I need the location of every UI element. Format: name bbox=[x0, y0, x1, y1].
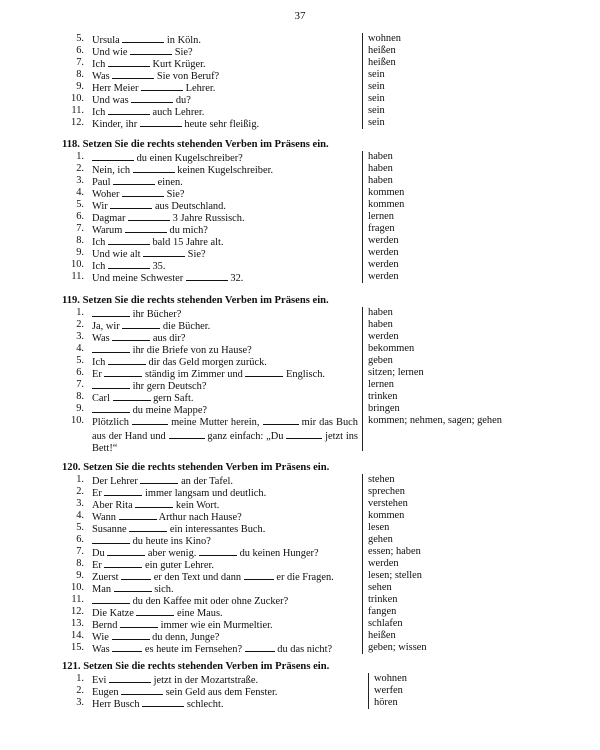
item-number: 10. bbox=[71, 582, 84, 593]
exercise-row bbox=[62, 415, 542, 454]
verb-hint: haben bbox=[368, 175, 393, 186]
verb-hint: trinken bbox=[368, 391, 398, 402]
item-number: 9. bbox=[76, 403, 84, 414]
item-number: 13. bbox=[71, 618, 84, 629]
answer-blank[interactable] bbox=[130, 45, 172, 55]
exercise-119 bbox=[62, 294, 542, 454]
sentence: Er ein guter Lehrer. bbox=[92, 560, 214, 571]
answer-blank[interactable] bbox=[245, 642, 275, 652]
exercise-row bbox=[62, 235, 542, 247]
exercise-121 bbox=[62, 660, 542, 709]
verb-hint: stehen bbox=[368, 474, 395, 485]
answer-blank[interactable] bbox=[135, 498, 173, 508]
sentence: Nein, ich keinen Kugelschreiber. bbox=[92, 165, 274, 176]
verb-hint: geben; wissen bbox=[368, 642, 427, 653]
exercise-row bbox=[62, 247, 542, 259]
item-number: 10. bbox=[71, 93, 84, 104]
sentence: du einen Kugelschreiber? bbox=[92, 151, 243, 165]
verb-hint: sein bbox=[368, 81, 385, 92]
answer-blank[interactable] bbox=[92, 379, 130, 389]
exercise-row bbox=[62, 618, 542, 630]
item-number: 5. bbox=[76, 522, 84, 533]
item-number: 4. bbox=[76, 343, 84, 354]
verb-hint: verstehen bbox=[368, 498, 408, 509]
verb-hint: lernen bbox=[368, 379, 394, 390]
sentence: Und wie alt Sie? bbox=[92, 249, 206, 260]
answer-blank[interactable] bbox=[141, 81, 183, 91]
sentence: Dagmar 3 Jahre Russisch. bbox=[92, 213, 245, 224]
sentence: Was es heute im Fernsehen? du das nicht? bbox=[92, 644, 333, 655]
exercise-row bbox=[62, 211, 542, 223]
sentence: Carl gern Saft. bbox=[92, 393, 194, 404]
verb-hint: kommen bbox=[368, 199, 405, 210]
item-number: 4. bbox=[76, 187, 84, 198]
item-number: 1. bbox=[76, 307, 84, 318]
verb-hint: sein bbox=[368, 117, 385, 128]
sentence: Evi jetzt in der Mozartstraße. bbox=[92, 675, 259, 686]
verb-hint: gehen bbox=[368, 534, 393, 545]
answer-blank[interactable] bbox=[119, 510, 157, 520]
exercise-120 bbox=[62, 461, 542, 654]
answer-blank[interactable] bbox=[120, 618, 158, 628]
exercise-117-continuation bbox=[62, 33, 542, 129]
sentence: Und meine Schwester 32. bbox=[92, 273, 244, 284]
item-number: 10. bbox=[71, 259, 84, 270]
verb-hint: lernen bbox=[368, 211, 394, 222]
answer-blank[interactable] bbox=[104, 486, 142, 496]
answer-blank[interactable] bbox=[112, 630, 150, 640]
exercise-row bbox=[62, 630, 542, 642]
verb-hint: haben bbox=[368, 319, 393, 330]
item-number: 6. bbox=[76, 367, 84, 378]
verb-hint: werden bbox=[368, 271, 399, 282]
answer-blank[interactable] bbox=[136, 606, 174, 616]
sentence: ihr die Briefe von zu Hause? bbox=[92, 343, 252, 357]
exercise-row bbox=[62, 546, 542, 558]
verb-hint: sein bbox=[368, 105, 385, 116]
exercise-row bbox=[62, 319, 542, 331]
verb-hint: sein bbox=[368, 69, 385, 80]
exercise-row bbox=[62, 33, 542, 45]
verb-hint: kommen bbox=[368, 510, 405, 521]
verb-hint: werden bbox=[368, 247, 399, 258]
exercise-row bbox=[62, 307, 542, 319]
answer-blank[interactable] bbox=[131, 93, 173, 103]
item-number: 3. bbox=[76, 175, 84, 186]
verb-hint: hören bbox=[374, 697, 398, 708]
item-number: 6. bbox=[76, 534, 84, 545]
item-number: 5. bbox=[76, 199, 84, 210]
item-number: 2. bbox=[76, 319, 84, 330]
answer-blank[interactable] bbox=[92, 343, 130, 353]
exercise-heading: 121. Setzen Sie die rechts stehenden Verben im Präsens ein. bbox=[62, 661, 330, 672]
item-number: 3. bbox=[76, 331, 84, 342]
exercise-row bbox=[62, 498, 542, 510]
sentence: du meine Mappe? bbox=[92, 403, 207, 417]
exercise-row bbox=[62, 606, 542, 618]
answer-blank[interactable] bbox=[128, 211, 170, 221]
answer-blank[interactable] bbox=[132, 415, 168, 425]
sentence: Paul einen. bbox=[92, 177, 183, 188]
answer-blank[interactable] bbox=[92, 594, 130, 604]
answer-blank[interactable] bbox=[108, 355, 146, 365]
answer-blank[interactable] bbox=[129, 522, 167, 532]
sentence: Bernd immer wie ein Murmeltier. bbox=[92, 620, 273, 631]
verb-hint: wohnen bbox=[374, 673, 407, 684]
exercise-row bbox=[62, 570, 542, 582]
sentence: Ich bald 15 Jahre alt. bbox=[92, 237, 224, 248]
sentence: ihr Bücher? bbox=[92, 307, 181, 321]
sentence: Er ständig im Zimmer und Englisch. bbox=[92, 369, 325, 380]
verb-hint: werden bbox=[368, 331, 399, 342]
answer-blank[interactable] bbox=[286, 429, 322, 439]
sentence: Eugen sein Geld aus dem Fenster. bbox=[92, 687, 278, 698]
sentence: du den Kaffee mit oder ohne Zucker? bbox=[92, 594, 288, 608]
answer-blank[interactable] bbox=[108, 259, 150, 269]
item-number: 2. bbox=[76, 163, 84, 174]
sentence: Du aber wenig. du keinen Hunger? bbox=[92, 548, 319, 559]
verb-hint: sprechen bbox=[368, 486, 405, 497]
verb-hint: werden bbox=[368, 259, 399, 270]
answer-blank[interactable] bbox=[113, 391, 151, 401]
sentence: Kinder, ihr heute sehr fleißig. bbox=[92, 119, 260, 130]
sentence: Der Lehrer an der Tafel. bbox=[92, 476, 233, 487]
verb-hint: bringen bbox=[368, 403, 400, 414]
answer-blank[interactable] bbox=[244, 570, 274, 580]
answer-blank[interactable] bbox=[121, 570, 151, 580]
item-number: 9. bbox=[76, 81, 84, 92]
sentence: Woher Sie? bbox=[92, 189, 185, 200]
item-number: 2. bbox=[76, 486, 84, 497]
exercise-row bbox=[62, 391, 542, 403]
answer-blank[interactable] bbox=[92, 403, 130, 413]
answer-blank[interactable] bbox=[199, 546, 237, 556]
answer-blank[interactable] bbox=[122, 319, 160, 329]
exercise-heading: 118. Setzen Sie die rechts stehenden Verben im Präsens ein. bbox=[62, 139, 329, 150]
exercise-row bbox=[62, 642, 542, 654]
sentence: Man sich. bbox=[92, 584, 174, 595]
item-number: 7. bbox=[76, 546, 84, 557]
answer-blank[interactable] bbox=[245, 367, 283, 377]
item-number: 7. bbox=[76, 379, 84, 390]
sentence: Ich dir das Geld morgen zurück. bbox=[92, 357, 267, 368]
verb-hint: sitzen; lernen bbox=[368, 367, 424, 378]
exercise-row bbox=[62, 271, 542, 283]
answer-blank[interactable] bbox=[140, 117, 182, 127]
item-number: 3. bbox=[76, 697, 84, 708]
exercise-row bbox=[62, 474, 542, 486]
exercise-row bbox=[62, 594, 542, 606]
sentence: Ich auch Lehrer. bbox=[92, 107, 205, 118]
exercise-row bbox=[62, 81, 542, 93]
answer-blank[interactable] bbox=[121, 685, 163, 695]
sentence: Die Katze eine Maus. bbox=[92, 608, 223, 619]
item-number: 7. bbox=[76, 57, 84, 68]
item-number: 5. bbox=[76, 355, 84, 366]
verb-hint: werfen bbox=[374, 685, 403, 696]
sentence: Aber Rita kein Wort. bbox=[92, 500, 220, 511]
answer-blank[interactable] bbox=[92, 534, 130, 544]
item-number: 11. bbox=[71, 271, 84, 282]
sentence: Er immer langsam und deutlich. bbox=[92, 488, 267, 499]
answer-blank[interactable] bbox=[263, 415, 299, 425]
verb-hint: heißen bbox=[368, 630, 396, 641]
sentence: Was aus dir? bbox=[92, 333, 186, 344]
exercise-row bbox=[62, 522, 542, 534]
sentence: du heute ins Kino? bbox=[92, 534, 211, 548]
sentence: Herr Meier Lehrer. bbox=[92, 83, 216, 94]
item-number: 12. bbox=[71, 117, 84, 128]
exercise-row bbox=[62, 331, 542, 343]
answer-blank[interactable] bbox=[140, 474, 178, 484]
answer-blank[interactable] bbox=[92, 151, 134, 161]
verb-hint: fangen bbox=[368, 606, 397, 617]
page-number: 37 bbox=[294, 10, 306, 22]
item-number: 5. bbox=[76, 33, 84, 44]
exercise-row bbox=[62, 187, 542, 199]
item-number: 6. bbox=[76, 211, 84, 222]
exercise-heading: 120. Setzen Sie die rechts stehenden Verben im Präsens ein. bbox=[62, 462, 330, 473]
answer-blank[interactable] bbox=[186, 271, 228, 281]
exercise-row bbox=[62, 93, 542, 105]
sentence: Wann Arthur nach Hause? bbox=[92, 512, 242, 523]
item-number: 1. bbox=[76, 474, 84, 485]
item-number: 15. bbox=[71, 642, 84, 653]
exercise-row bbox=[62, 379, 542, 391]
sentence: Und was du? bbox=[92, 95, 191, 106]
verb-hint: geben bbox=[368, 355, 393, 366]
answer-blank[interactable] bbox=[169, 429, 205, 439]
item-number: 8. bbox=[76, 69, 84, 80]
item-number: 1. bbox=[76, 151, 84, 162]
item-number: 4. bbox=[76, 510, 84, 521]
exercise-row bbox=[62, 685, 542, 697]
verb-hint: kommen bbox=[368, 187, 405, 198]
verb-hint: haben bbox=[368, 307, 393, 318]
item-number: 14. bbox=[71, 630, 84, 641]
verb-hint: werden bbox=[368, 235, 399, 246]
answer-blank[interactable] bbox=[133, 163, 175, 173]
verb-hint: heißen bbox=[368, 57, 396, 68]
verb-hint: fragen bbox=[368, 223, 395, 234]
answer-blank[interactable] bbox=[108, 235, 150, 245]
item-number: 12. bbox=[71, 606, 84, 617]
exercise-heading: 119. Setzen Sie die rechts stehenden Verben im Präsens ein. bbox=[62, 295, 329, 306]
item-number: 3. bbox=[76, 498, 84, 509]
answer-blank[interactable] bbox=[110, 199, 152, 209]
sentence: Ich Kurt Krüger. bbox=[92, 59, 206, 70]
item-number: 8. bbox=[76, 235, 84, 246]
answer-blank[interactable] bbox=[114, 582, 152, 592]
exercise-row bbox=[62, 69, 542, 81]
sentence: Wir aus Deutschland. bbox=[92, 201, 226, 212]
verb-hint: sehen bbox=[368, 582, 392, 593]
answer-blank[interactable] bbox=[108, 105, 150, 115]
item-number: 10. bbox=[71, 415, 84, 426]
exercise-row bbox=[62, 673, 542, 685]
sentence: ihr gern Deutsch? bbox=[92, 379, 206, 393]
verb-hint: haben bbox=[368, 151, 393, 162]
sentence: Warum du mich? bbox=[92, 225, 208, 236]
answer-blank[interactable] bbox=[107, 546, 145, 556]
item-number: 8. bbox=[76, 391, 84, 402]
exercise-row bbox=[62, 367, 542, 379]
item-number: 8. bbox=[76, 558, 84, 569]
answer-blank[interactable] bbox=[104, 367, 142, 377]
exercise-row bbox=[62, 57, 542, 69]
item-number: 9. bbox=[76, 570, 84, 581]
answer-blank[interactable] bbox=[112, 642, 142, 652]
exercise-118 bbox=[62, 138, 542, 283]
verb-hint: schlafen bbox=[368, 618, 403, 629]
verb-hint: bekommen bbox=[368, 343, 415, 354]
sentence: Ursula in Köln. bbox=[92, 35, 201, 46]
answer-blank[interactable] bbox=[104, 558, 142, 568]
verb-hint: haben bbox=[368, 163, 393, 174]
answer-blank[interactable] bbox=[125, 223, 167, 233]
exercise-row bbox=[62, 697, 542, 709]
exercise-row bbox=[62, 343, 542, 355]
sentence: Susanne ein interessantes Buch. bbox=[92, 524, 266, 535]
answer-blank[interactable] bbox=[92, 307, 130, 317]
exercise-row bbox=[62, 45, 542, 57]
answer-blank[interactable] bbox=[122, 33, 164, 43]
answer-blank[interactable] bbox=[142, 697, 184, 707]
sentence: Zuerst er den Text und dann er die Fragen. bbox=[92, 572, 334, 583]
item-number: 9. bbox=[76, 247, 84, 258]
exercise-row bbox=[62, 175, 542, 187]
verb-hint: wohnen bbox=[368, 33, 401, 44]
exercise-row bbox=[62, 199, 542, 211]
exercise-row bbox=[62, 163, 542, 175]
exercise-row bbox=[62, 151, 542, 163]
verb-hint: lesen; stellen bbox=[368, 570, 422, 581]
verb-hint: werden bbox=[368, 558, 399, 569]
sentence: Wie du denn, Junge? bbox=[92, 632, 220, 643]
answer-blank[interactable] bbox=[122, 187, 164, 197]
item-number: 6. bbox=[76, 45, 84, 56]
exercise-row bbox=[62, 223, 542, 235]
exercise-row bbox=[62, 105, 542, 117]
item-number: 11. bbox=[71, 594, 84, 605]
answer-blank[interactable] bbox=[113, 175, 155, 185]
item-number: 7. bbox=[76, 223, 84, 234]
sentence: Und wie Sie? bbox=[92, 47, 193, 58]
answer-blank[interactable] bbox=[109, 673, 151, 683]
exercise-row bbox=[62, 355, 542, 367]
sentence: Was Sie von Beruf? bbox=[92, 71, 220, 82]
item-number: 1. bbox=[76, 673, 84, 684]
verb-hint: trinken bbox=[368, 594, 398, 605]
exercise-row bbox=[62, 117, 542, 129]
verb-hint: sein bbox=[368, 93, 385, 104]
item-number: 2. bbox=[76, 685, 84, 696]
exercise-row bbox=[62, 259, 542, 271]
verb-hint: heißen bbox=[368, 45, 396, 56]
exercise-row bbox=[62, 403, 542, 415]
exercise-row bbox=[62, 558, 542, 570]
sentence: Ich 35. bbox=[92, 261, 166, 272]
answer-blank[interactable] bbox=[143, 247, 185, 257]
exercise-row bbox=[62, 534, 542, 546]
verb-hint: lesen bbox=[368, 522, 390, 533]
item-number: 11. bbox=[71, 105, 84, 116]
exercise-row bbox=[62, 510, 542, 522]
sentence: Plötzlich meine Mutter herein, mir das Buch aus der Hand und ganz einfach: „Du jetzt ins Bett!“ bbox=[92, 417, 358, 454]
exercise-row bbox=[62, 582, 542, 594]
exercise-row bbox=[62, 486, 542, 498]
verb-hint: kommen; nehmen, sagen; gehen bbox=[368, 415, 502, 426]
answer-blank[interactable] bbox=[112, 331, 150, 341]
answer-blank[interactable] bbox=[108, 57, 150, 67]
verb-hint: essen; haben bbox=[368, 546, 421, 557]
sentence: Ja, wir die Bücher. bbox=[92, 321, 211, 332]
answer-blank[interactable] bbox=[112, 69, 154, 79]
sentence: Herr Busch schlecht. bbox=[92, 699, 224, 710]
